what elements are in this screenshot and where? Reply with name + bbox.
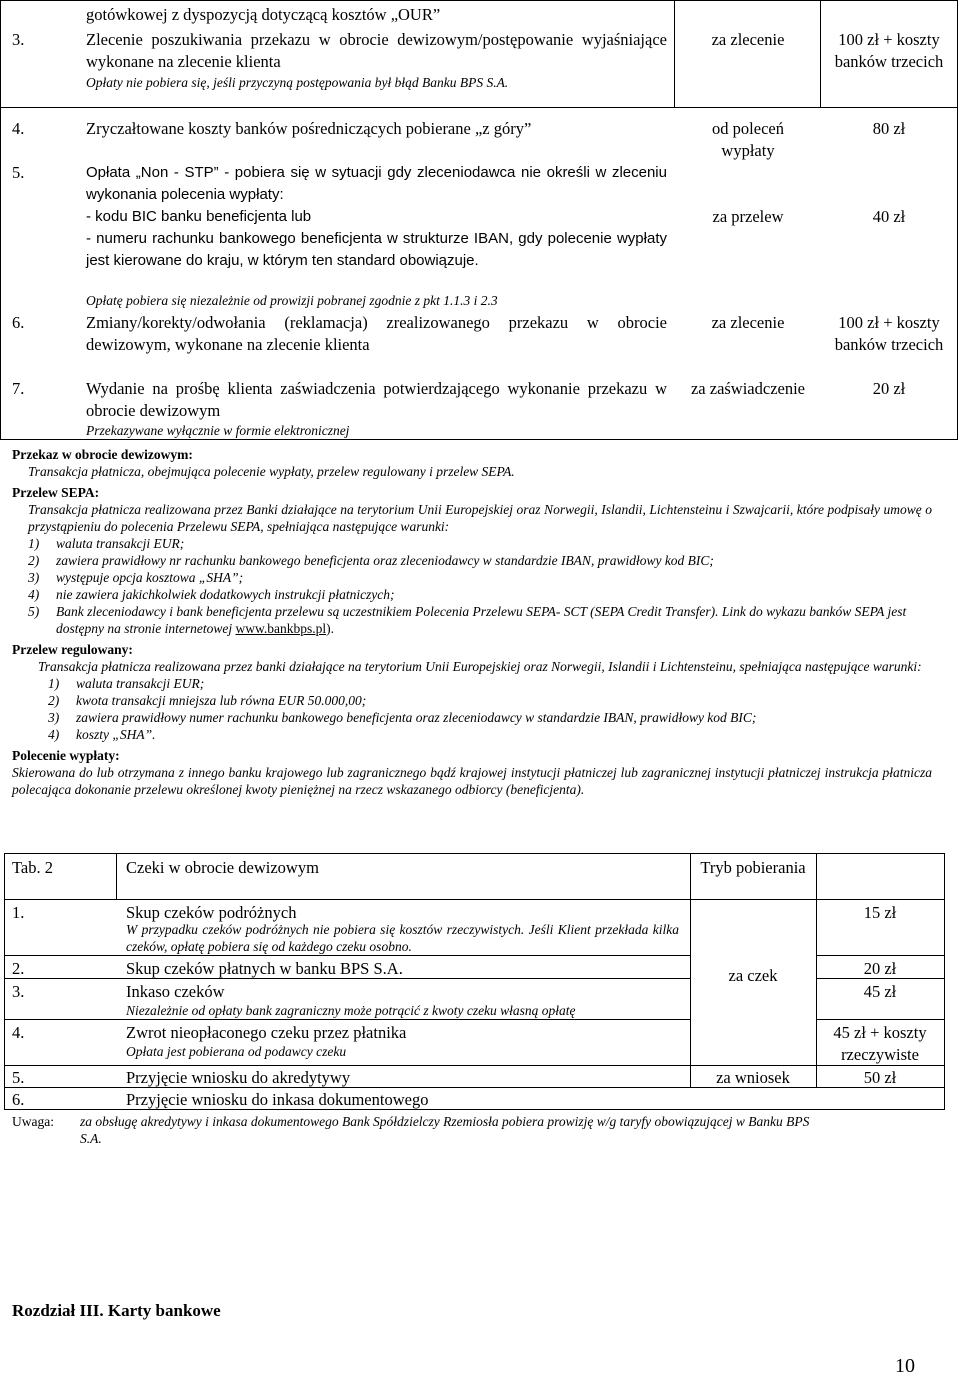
fee-amount: 50 zł (863, 1068, 897, 1087)
fee-mode: za wniosek (716, 1068, 790, 1087)
definition-list (12, 675, 932, 743)
continued-row-text: gotówkowej z dyspozycją dotyczącą kosztów „OUR” (86, 5, 441, 24)
row-note: Opłatę pobiera się niezależnie od prowizji pobranej zgodnie z pkt 1.1.3 i 2.3 (86, 293, 498, 308)
row-number: 4. (12, 119, 25, 138)
definition-text: Transakcja płatnicza realizowana przez banki działające na terytorium Unii Europejskiej oraz Norwegii, Islandii i Lichtensteinu, spełniająca następujące warunki: (38, 659, 922, 674)
row-number: 4. (12, 1023, 25, 1042)
row-number: 1. (12, 903, 25, 922)
list-item: 3) zawiera prawidłowy numer rachunku bankowego beneficjenta oraz zleceniodawcy w standardzie IBAN, prawidłowy kod BIC; (48, 710, 757, 725)
row-title: Przyjęcie wniosku do inkasa dokumentowego (126, 1090, 429, 1109)
row-title: Zwrot nieopłaconego czeku przez płatnika (126, 1023, 407, 1042)
definition-heading: Przekaz w obrocie dewizowym: (12, 447, 193, 462)
list-item: 4) nie zawiera jakichkolwiek dodatkowych instrukcji płatniczych; (28, 587, 395, 602)
list-item: 1) waluta transakcji EUR; (48, 676, 205, 691)
table-title: Czeki w obrocie dewizowym (126, 858, 319, 877)
row-number: 6. (12, 1090, 25, 1109)
list-item: 3) występuje opcja kosztowa „SHA”; (28, 570, 244, 585)
row-number: 3. (12, 982, 25, 1001)
remark-label: Uwaga: (12, 1114, 54, 1129)
row-title: Wydanie na prośbę klienta zaświadczenia potwierdzającego wykonanie przekazu w obrocie dewizowym (86, 379, 667, 420)
definition-text: Transakcja płatnicza, obejmująca polecenie wypłaty, przelew regulowany i przelew SEPA. (28, 464, 515, 479)
row-title: Przyjęcie wniosku do akredytywy (126, 1068, 351, 1087)
fee-amount: 20 zł (863, 959, 897, 978)
page-number: 10 (895, 1355, 915, 1377)
section-heading: Rozdział III. Karty bankowe (12, 1301, 221, 1320)
row-note: Niezależnie od opłaty bank zagraniczny może potrącić z kwoty czeku własną opłatę (126, 1003, 576, 1018)
fee-mode: za zlecenie (711, 313, 785, 332)
fee-amount: 45 zł + koszty rzeczywiste (833, 1023, 927, 1064)
fee-amount: 100 zł + koszty banków trzecich (834, 30, 944, 71)
row-title: Skup czeków płatnych w banku BPS S.A. (126, 959, 403, 978)
list-item: 1) waluta transakcji EUR; (28, 536, 185, 551)
definition-heading: Polecenie wypłaty: (12, 748, 120, 763)
fee-amount: 45 zł (863, 982, 897, 1001)
row-number: 2. (12, 959, 25, 978)
row-number: 3. (12, 30, 25, 49)
fee-amount: 20 zł (872, 379, 906, 398)
fee-mode: za zaświadczenie (690, 379, 806, 398)
row-note: W przypadku czeków podróżnych nie pobiera się kosztów rzeczywistych. Jeśli Klient przekłada kilka czeków, opłatę pobiera się od każdego czeku osobno. (126, 922, 679, 954)
fee-mode: od poleceń wypłaty (712, 119, 784, 160)
row-number: 6. (12, 313, 25, 332)
row-title: Zlecenie poszukiwania przekazu w obrocie dewizowym/postępowanie wyjaśniające wykonane na zlecenie klienta (86, 30, 667, 71)
fee-mode: za zlecenie (711, 30, 785, 49)
bank-website-link[interactable]: www.bankbps.pl (235, 621, 327, 636)
row-note: Opłata jest pobierana od podawcy czeku (126, 1044, 347, 1059)
definition-list (12, 535, 932, 637)
table-label: Tab. 2 (12, 858, 54, 877)
row-number: 5. (12, 1068, 25, 1087)
row-title: Zmiany/korekty/odwołania (reklamacja) zrealizowanego przekazu w obrocie dewizowym, wykonane na zlecenie klienta (86, 313, 667, 354)
fee-amount: 100 zł + koszty banków trzecich (834, 313, 944, 354)
row-note: Opłaty nie pobiera się, jeśli przyczyną postępowania był błąd Banku BPS S.A. (86, 75, 509, 90)
row-number: 7. (12, 379, 25, 398)
remark-text: za obsługę akredytywy i inkasa dokumentowego Bank Spółdzielczy Rzemiosła pobiera prowizję w/g taryfy obowiązującej w Banku BPS S.A. (80, 1114, 810, 1146)
row-title: Inkaso czeków (126, 982, 225, 1001)
list-item: 2) kwota transakcji mniejsza lub równa EUR 50.000,00; (48, 693, 367, 708)
list-item: 5) Bank zleceniodawcy i bank beneficjenta przelewu są uczestnikiem Polecenia Przelewu SEPA- SCT (SEPA Credit Transfer). Link do wykazu banków SEPA jest dostępny na stronie internetowej www.bankbps.pl). (28, 604, 907, 636)
fee-mode: za przelew (712, 207, 784, 226)
list-item: 4) koszty „SHA”. (48, 727, 156, 742)
definitions-section (12, 446, 932, 798)
row-note: Przekazywane wyłącznie w formie elektronicznej (86, 423, 350, 438)
row-title: Skup czeków podróżnych (126, 903, 297, 922)
row-title-line: - numeru rachunku bankowego beneficjenta w strukturze IBAN, gdy polecenie wypłaty jest kierowane do kraju, w którym ten standard obowiązuje. (86, 230, 667, 269)
fee-amount: 40 zł (872, 207, 906, 226)
definition-heading: Przelew SEPA: (12, 485, 100, 500)
definition-text: Transakcja płatnicza realizowana przez Banki działające na terytorium Unii Europejskiej oraz Norwegii, Islandii, Lichtensteinu i Szwajcarii, które podpisały umowę o przystąpieniu do polecenia Przelewu SEPA, spełniająca następujące warunki: (28, 502, 932, 534)
row-title: Zryczałtowane koszty banków pośredniczących pobierane „z góry” (86, 119, 532, 138)
row-title (86, 162, 667, 272)
list-item: 2) zawiera prawidłowy nr rachunku bankowego beneficjenta oraz zleceniodawcy w standardzie IBAN, prawidłowy kod BIC; (28, 553, 714, 568)
fee-amount: 80 zł (872, 119, 906, 138)
fee-mode-merged: za czek (728, 966, 778, 985)
fee-amount: 15 zł (863, 903, 897, 922)
column-header-mode: Tryb pobierania (700, 858, 806, 877)
row-title-line: Opłata „Non - STP” - pobiera się w sytuacji gdy zleceniodawca nie określi w zleceniu wykonania polecenia wypłaty: (86, 164, 667, 203)
definition-text: Skierowana do lub otrzymana z innego banku krajowego lub zagranicznego bądź krajowej instytucji płatniczej lub zagranicznej instytucji płatniczej instrukcja płatnicza polecająca dokonanie przelewu określonej kwoty pieniężnej na rzecz wskazanego odbiorcy (beneficjenta). (12, 765, 932, 797)
definition-heading: Przelew regulowany: (12, 642, 133, 657)
row-title-line: - kodu BIC banku beneficjenta lub (86, 208, 312, 225)
row-number: 5. (12, 163, 25, 182)
